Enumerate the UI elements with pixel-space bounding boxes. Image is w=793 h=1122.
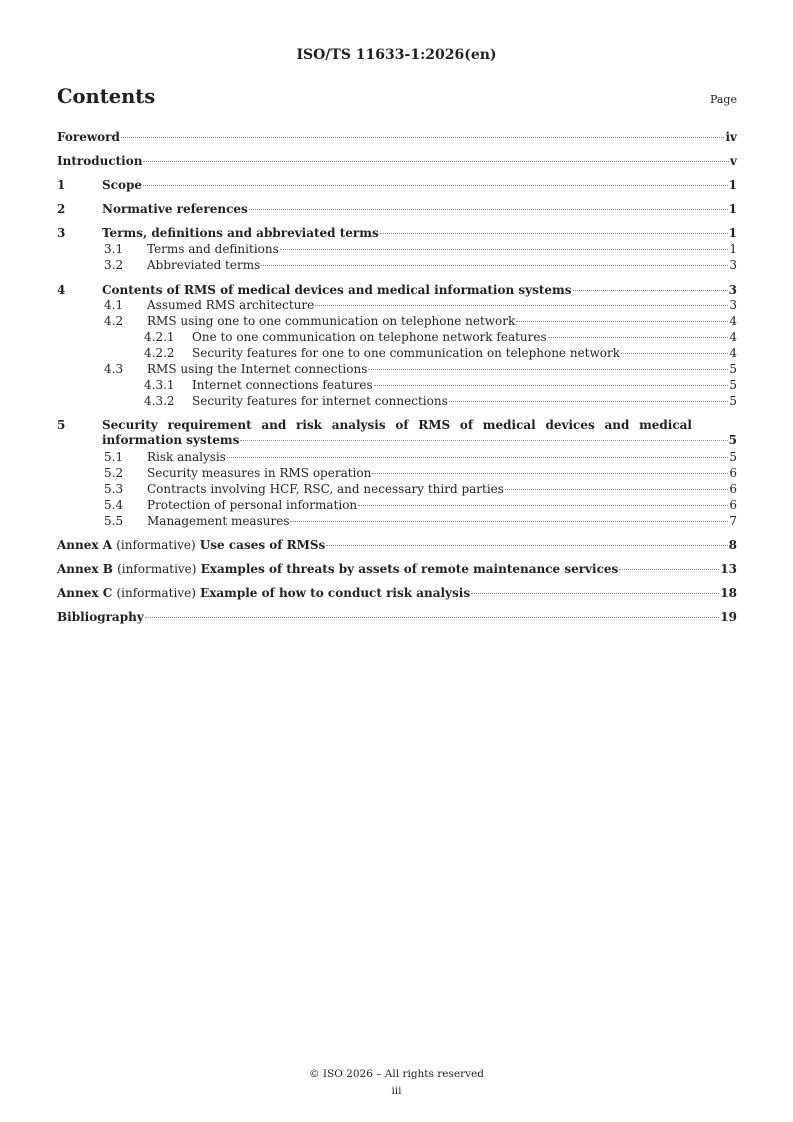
toc-leader-dots xyxy=(380,233,728,234)
toc-entry-title xyxy=(57,586,470,601)
toc-entry-page: 3 xyxy=(728,283,737,297)
annex-title: Examples of threats by assets of remote maintenance services xyxy=(200,562,619,576)
toc-entry-page: iv xyxy=(725,130,737,144)
toc-entry-page: 18 xyxy=(720,586,737,600)
toc-leader-dots xyxy=(261,265,728,266)
toc-entry-title: Introduction xyxy=(57,154,143,168)
toc-leader-dots xyxy=(227,457,728,458)
toc-entry-title: Terms, definitions and abbreviated terms xyxy=(102,226,379,240)
toc-entry-page: 5 xyxy=(728,433,737,447)
toc-entry-title: Security features for one to one communication on telephone network xyxy=(192,346,621,360)
toc-leader-dots xyxy=(143,185,728,186)
toc-leader-dots xyxy=(315,305,728,306)
toc-entry-title xyxy=(57,562,618,577)
toc-entry xyxy=(57,242,737,257)
toc-entry xyxy=(57,586,737,601)
toc-leader-dots xyxy=(374,385,729,386)
toc-entry-title: Contracts involving HCF, RSC, and necessary third parties xyxy=(147,482,504,496)
toc-entry-page: 6 xyxy=(729,498,737,512)
toc-entry-page: 4 xyxy=(729,314,737,328)
toc-entry-title: Security measures in RMS operation xyxy=(147,466,372,480)
copyright-footer: © ISO 2026 – All rights reserved xyxy=(309,1068,484,1080)
toc-entry-title: Normative references xyxy=(102,202,248,216)
toc-entry-title: Risk analysis xyxy=(147,450,226,464)
toc-entry-title: RMS using the Internet connections xyxy=(147,362,368,376)
toc-entry-page: 5 xyxy=(729,378,737,392)
toc-entry-number: 3.2 xyxy=(104,258,124,272)
toc-leader-dots xyxy=(368,369,728,370)
toc-entry xyxy=(57,226,737,241)
toc-entry-page: 6 xyxy=(729,482,737,496)
toc-leader-dots xyxy=(471,593,719,594)
toc-entry xyxy=(57,346,737,361)
toc-entry xyxy=(57,514,737,529)
toc-entry-title: information systems xyxy=(102,433,240,447)
toc-entry xyxy=(57,394,737,409)
toc-entry xyxy=(57,178,737,193)
toc-leader-dots xyxy=(121,137,725,138)
toc-entry xyxy=(57,498,737,513)
toc-entry xyxy=(57,450,737,465)
toc-entry-title: Management measures xyxy=(147,514,290,528)
annex-label: Annex C xyxy=(57,586,113,600)
toc-leader-dots xyxy=(621,353,728,354)
toc-entry-title: One to one communication on telephone network features xyxy=(192,330,547,344)
toc-entry-page: 19 xyxy=(720,610,737,624)
toc-entry-title: Security features for internet connections xyxy=(192,394,448,408)
toc-entry xyxy=(57,538,737,553)
annex-type: (informative) xyxy=(116,538,196,552)
toc-entry-title: Internet connections features xyxy=(192,378,373,392)
toc-entry-page: 6 xyxy=(729,466,737,480)
toc-entry xyxy=(57,130,737,145)
toc-leader-dots xyxy=(449,401,729,402)
toc-entry-page: 7 xyxy=(729,514,737,528)
toc-entry-page: v xyxy=(730,154,737,168)
contents-title-row xyxy=(57,85,737,111)
contents-title: Contents xyxy=(57,85,156,108)
page-column-label: Page xyxy=(709,93,737,106)
toc-entry xyxy=(57,482,737,497)
toc-entry-page: 13 xyxy=(720,562,737,576)
toc-entry xyxy=(57,298,737,313)
annex-title: Example of how to conduct risk analysis xyxy=(200,586,471,600)
toc-leader-dots xyxy=(619,569,719,570)
toc-entry-title: RMS using one to one communication on telephone network xyxy=(147,314,516,328)
toc-entry-number: 4.3.1 xyxy=(144,378,175,392)
toc-entry xyxy=(57,562,737,577)
toc-leader-dots xyxy=(573,290,728,291)
toc-entry-number: 5.4 xyxy=(104,498,124,512)
toc-entry-title-line1: Security requirement and risk analysis of RMS of medical devices and medical xyxy=(102,418,692,432)
toc-entry-number: 5.2 xyxy=(104,466,124,480)
toc-entry-number: 5.3 xyxy=(104,482,124,496)
toc-entry-page: 5 xyxy=(729,362,737,376)
toc-entry-title: Assumed RMS architecture xyxy=(147,298,315,312)
toc-leader-dots xyxy=(240,440,727,441)
annex-type: (informative) xyxy=(117,562,197,576)
toc-entry xyxy=(57,283,737,298)
toc-entry-title: Terms and definitions xyxy=(147,242,279,256)
toc-entry-number: 5.1 xyxy=(104,450,124,464)
toc-entry-title: Contents of RMS of medical devices and medical information systems xyxy=(102,283,572,297)
toc-entry-number: 4.2.1 xyxy=(144,330,175,344)
toc-entry-page: 4 xyxy=(729,330,737,344)
annex-label: Annex B xyxy=(57,562,113,576)
toc-entry-number: 4.1 xyxy=(104,298,124,312)
toc-entry-number: 4.3 xyxy=(104,362,124,376)
toc-leader-dots xyxy=(326,545,727,546)
toc-entry xyxy=(57,154,737,169)
toc-leader-dots xyxy=(516,321,728,322)
toc-entry-page: 1 xyxy=(728,178,737,192)
toc-entry-number: 4.3.2 xyxy=(144,394,175,408)
toc-entry xyxy=(57,258,737,273)
toc-entry xyxy=(57,330,737,345)
toc-entry-page: 5 xyxy=(729,450,737,464)
toc-entry-number: 5 xyxy=(57,418,66,432)
toc-entry-number: 3.1 xyxy=(104,242,124,256)
toc-leader-dots xyxy=(505,489,728,490)
annex-type: (informative) xyxy=(116,586,196,600)
toc-entry-number: 4.2 xyxy=(104,314,124,328)
toc-entry xyxy=(57,378,737,393)
toc-leader-dots xyxy=(358,505,728,506)
toc-entry-page: 4 xyxy=(729,346,737,360)
toc-entry-title: Bibliography xyxy=(57,610,144,624)
page-number: iii xyxy=(391,1085,402,1097)
toc-leader-dots xyxy=(249,209,728,210)
toc-entry-number: 5.5 xyxy=(104,514,124,528)
toc-entry-title: Abbreviated terms xyxy=(147,258,261,272)
toc-entry-page: 8 xyxy=(728,538,737,552)
toc-entry-number: 1 xyxy=(57,178,66,192)
toc-entry-title xyxy=(57,538,325,553)
toc-entry-number: 3 xyxy=(57,226,66,240)
toc-entry-page: 3 xyxy=(729,298,737,312)
toc-entry-number: 4.2.2 xyxy=(144,346,175,360)
toc-entry-number: 2 xyxy=(57,202,66,216)
toc-entry-title: Protection of personal information xyxy=(147,498,358,512)
toc-entry-title: Foreword xyxy=(57,130,120,144)
toc-entry-page: 5 xyxy=(729,394,737,408)
annex-title: Use cases of RMSs xyxy=(199,538,326,552)
toc-entry xyxy=(57,418,737,448)
toc-leader-dots xyxy=(280,249,729,250)
toc-entry-page: 3 xyxy=(729,258,737,272)
toc-entry-page: 1 xyxy=(728,226,737,240)
toc-entry xyxy=(57,466,737,481)
toc-leader-dots xyxy=(372,473,728,474)
toc-entry-page: 1 xyxy=(728,202,737,216)
toc-leader-dots xyxy=(548,337,729,338)
toc-entry-title: Scope xyxy=(102,178,143,192)
toc-leader-dots xyxy=(145,617,720,618)
toc-leader-dots xyxy=(290,521,728,522)
annex-label: Annex A xyxy=(57,538,113,552)
toc-entry xyxy=(57,610,737,625)
toc-entry xyxy=(57,202,737,217)
document-header: ISO/TS 11633-1:2026(en) xyxy=(296,47,497,63)
toc-entry-page: 1 xyxy=(729,242,737,256)
toc-leader-dots xyxy=(143,161,729,162)
toc-entry xyxy=(57,362,737,377)
toc-entry-number: 4 xyxy=(57,283,66,297)
toc-entry xyxy=(57,314,737,329)
